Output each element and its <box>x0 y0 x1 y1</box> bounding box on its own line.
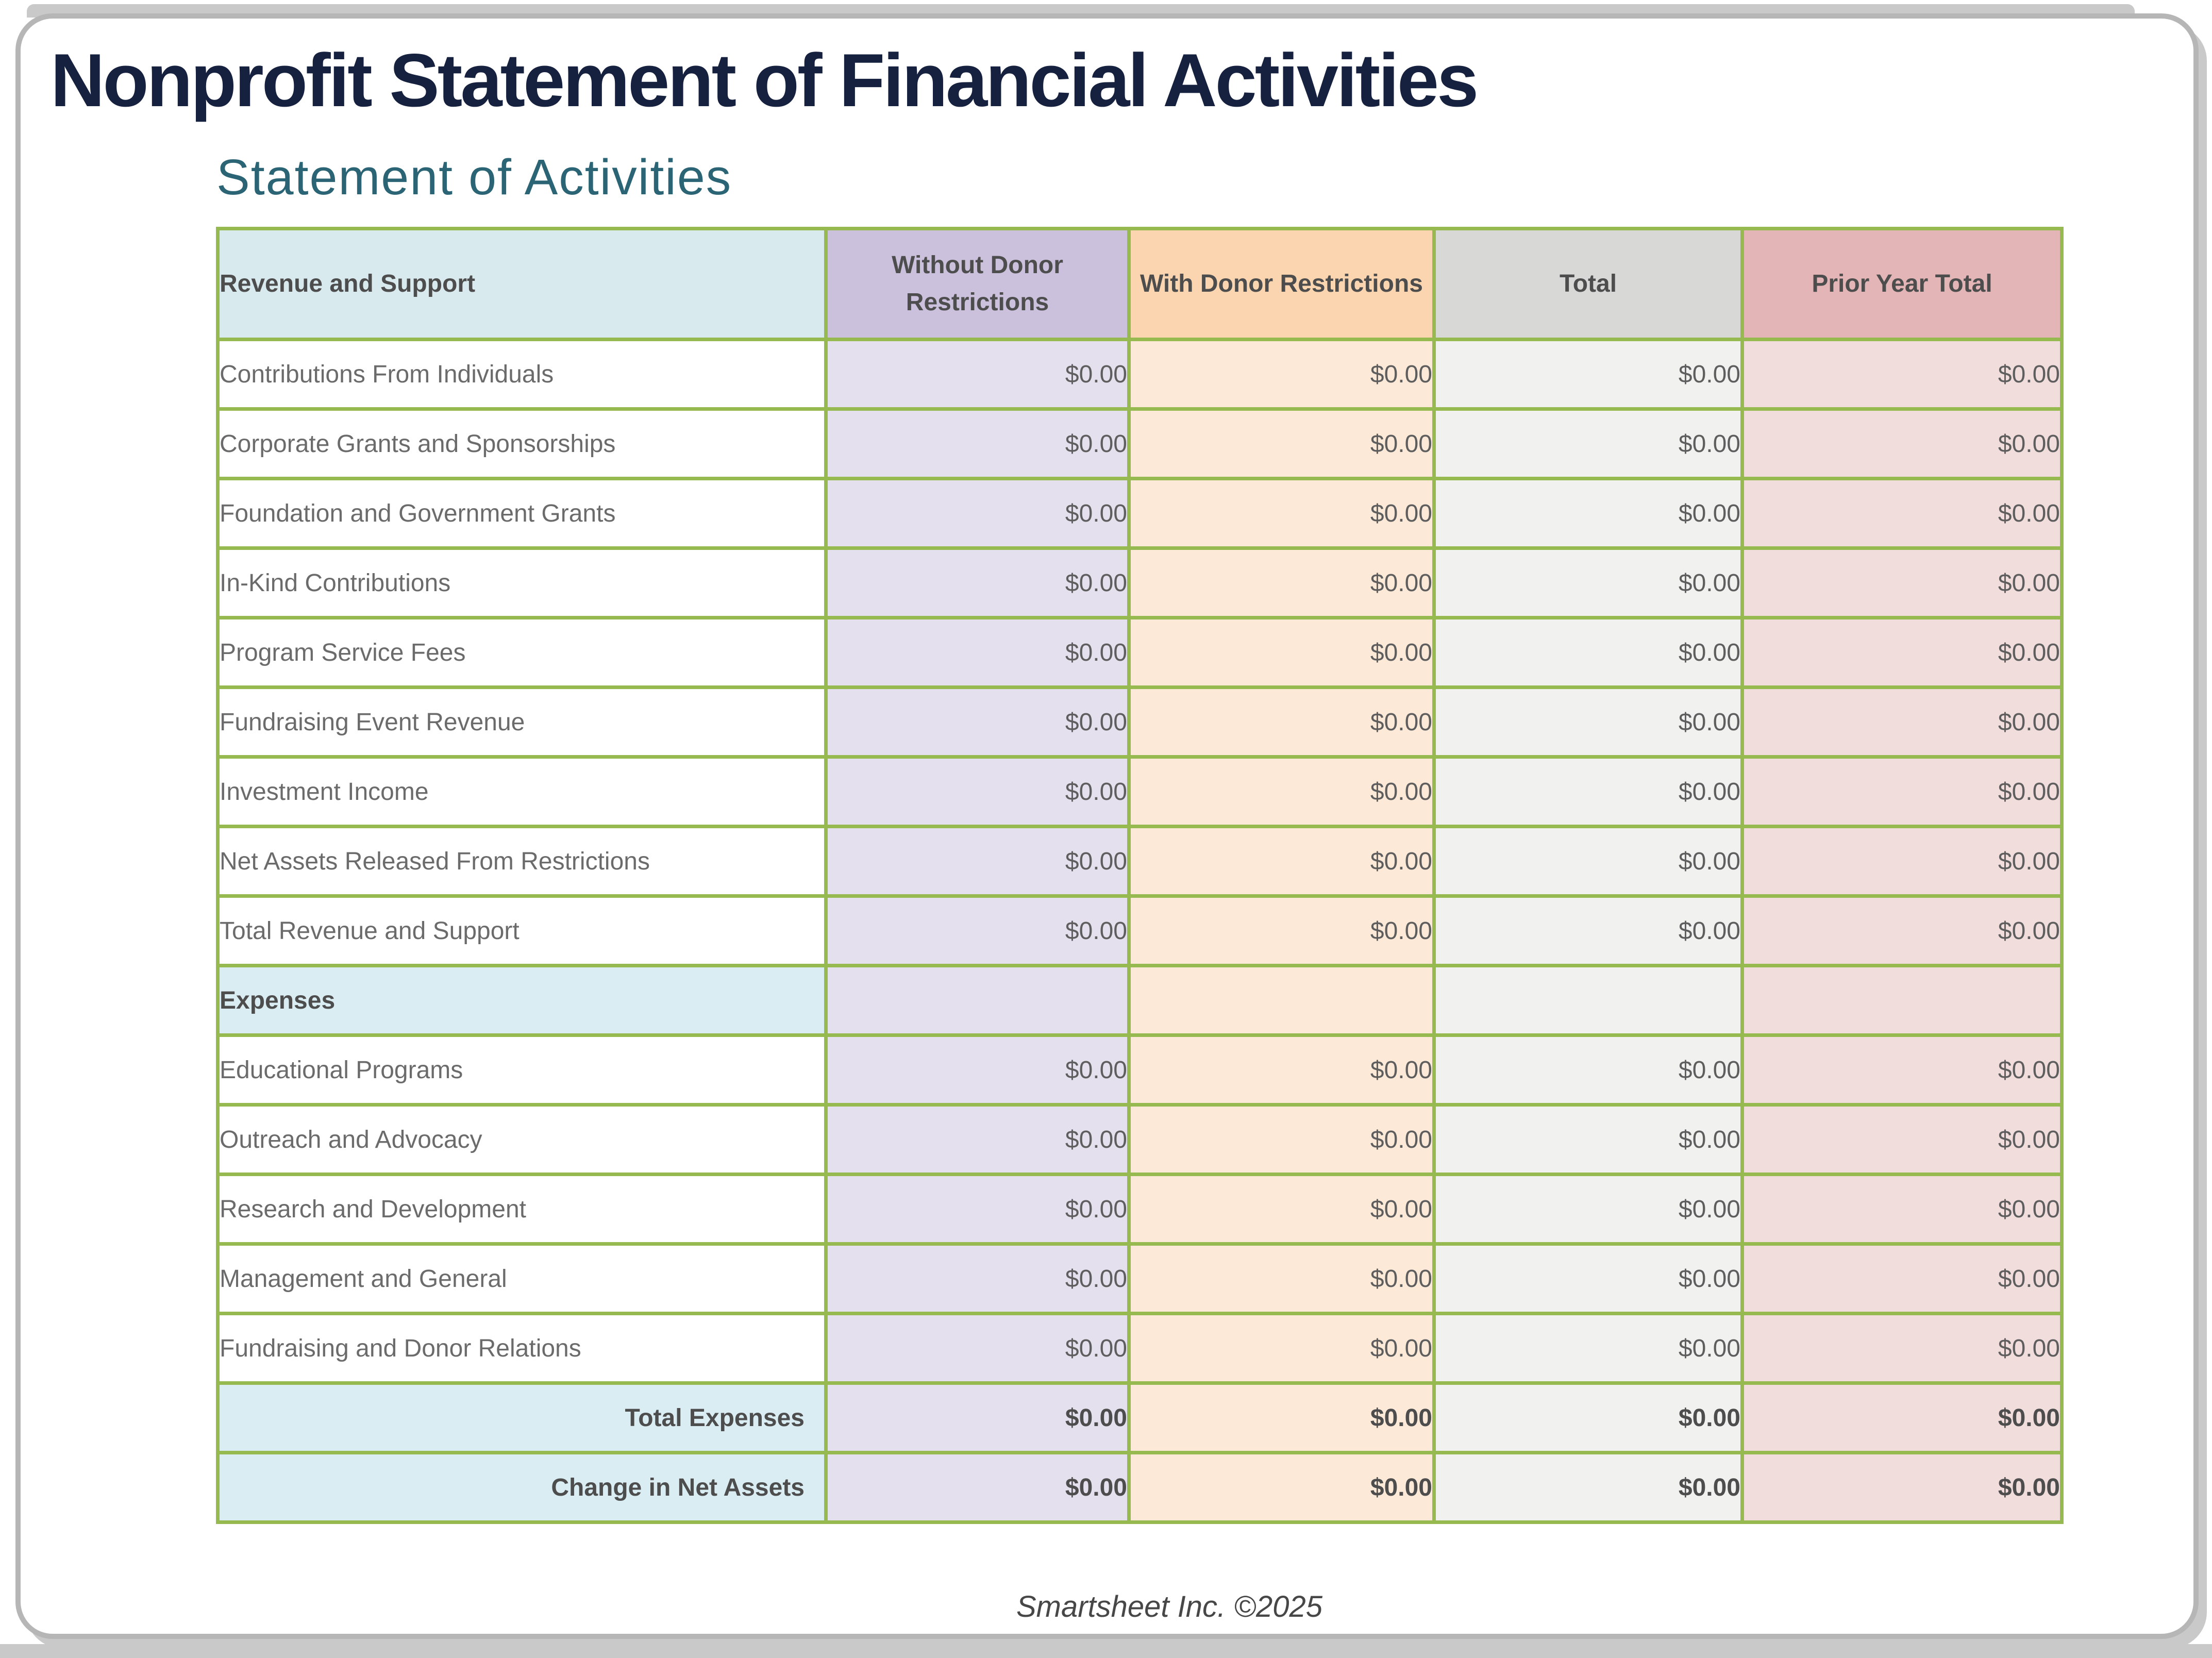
value-cell: $0.00 <box>826 1105 1129 1175</box>
value-cell: $0.00 <box>1434 757 1742 827</box>
value-cell: $0.00 <box>1742 340 2062 409</box>
value-cell: $0.00 <box>826 1453 1129 1522</box>
value-cell: $0.00 <box>826 409 1129 479</box>
row-label: Net Assets Released From Restrictions <box>218 827 826 896</box>
value-cell: $0.00 <box>1742 757 2062 827</box>
value-cell: $0.00 <box>1742 1244 2062 1314</box>
value-cell: $0.00 <box>1742 688 2062 757</box>
table-row <box>218 479 2062 548</box>
value-cell: $0.00 <box>1434 1244 1742 1314</box>
value-cell: $0.00 <box>1129 340 1434 409</box>
table-row <box>218 340 2062 409</box>
value-cell: $0.00 <box>826 479 1129 548</box>
value-cell: $0.00 <box>1434 688 1742 757</box>
section-header-row <box>218 966 2062 1035</box>
total-row <box>218 1383 2062 1453</box>
section-subtitle: Statement of Activities <box>216 149 732 205</box>
value-cell: $0.00 <box>1434 1314 1742 1383</box>
page-bottom-edge <box>0 1644 2212 1658</box>
value-cell: $0.00 <box>1742 1453 2062 1522</box>
value-cell: $0.00 <box>826 688 1129 757</box>
value-cell: $0.00 <box>1434 1383 1742 1453</box>
row-label: Expenses <box>218 966 826 1035</box>
value-cell: $0.00 <box>1129 1453 1434 1522</box>
row-label: Outreach and Advocacy <box>218 1105 826 1175</box>
value-cell: $0.00 <box>826 618 1129 688</box>
value-cell: $0.00 <box>826 340 1129 409</box>
value-cell: $0.00 <box>1742 1175 2062 1244</box>
value-cell: $0.00 <box>1129 896 1434 966</box>
row-label: Fundraising and Donor Relations <box>218 1314 826 1383</box>
value-cell: $0.00 <box>826 1383 1129 1453</box>
value-cell <box>826 966 1129 1035</box>
value-cell: $0.00 <box>826 1314 1129 1383</box>
value-cell: $0.00 <box>1434 548 1742 618</box>
value-cell: $0.00 <box>826 1244 1129 1314</box>
total-row <box>218 1453 2062 1522</box>
row-label: Total Expenses <box>218 1383 826 1453</box>
value-cell: $0.00 <box>826 548 1129 618</box>
statement-table <box>216 227 2064 1524</box>
table-row <box>218 1244 2062 1314</box>
table-row <box>218 1105 2062 1175</box>
column-header-without-donor-restrictions: Without Donor Restrictions <box>826 229 1129 340</box>
statement-table-container <box>216 227 2060 1524</box>
header-row <box>218 229 2062 340</box>
row-label: Fundraising Event Revenue <box>218 688 826 757</box>
value-cell: $0.00 <box>1434 409 1742 479</box>
value-cell: $0.00 <box>1434 1453 1742 1522</box>
row-label: Total Revenue and Support <box>218 896 826 966</box>
table-row <box>218 688 2062 757</box>
value-cell: $0.00 <box>1742 1314 2062 1383</box>
value-cell: $0.00 <box>1129 1244 1434 1314</box>
value-cell: $0.00 <box>1434 618 1742 688</box>
row-label: Investment Income <box>218 757 826 827</box>
table-row <box>218 409 2062 479</box>
value-cell: $0.00 <box>1129 1175 1434 1244</box>
value-cell: $0.00 <box>1742 548 2062 618</box>
value-cell: $0.00 <box>1129 1035 1434 1105</box>
table-row <box>218 548 2062 618</box>
value-cell: $0.00 <box>1434 1035 1742 1105</box>
value-cell: $0.00 <box>1742 618 2062 688</box>
column-header-with-donor-restrictions: With Donor Restrictions <box>1129 229 1434 340</box>
value-cell: $0.00 <box>1742 479 2062 548</box>
value-cell: $0.00 <box>1129 688 1434 757</box>
value-cell: $0.00 <box>1129 548 1434 618</box>
value-cell: $0.00 <box>1434 479 1742 548</box>
footer-credit: Smartsheet Inc. ©2025 <box>1016 1590 1323 1623</box>
table-row <box>218 827 2062 896</box>
value-cell: $0.00 <box>1742 1383 2062 1453</box>
table-header <box>218 229 2062 340</box>
value-cell: $0.00 <box>1129 409 1434 479</box>
column-header-prior-year-total: Prior Year Total <box>1742 229 2062 340</box>
value-cell: $0.00 <box>826 757 1129 827</box>
value-cell: $0.00 <box>1129 1314 1434 1383</box>
value-cell: $0.00 <box>826 1175 1129 1244</box>
value-cell: $0.00 <box>1129 1105 1434 1175</box>
value-cell: $0.00 <box>1129 479 1434 548</box>
value-cell: $0.00 <box>1129 827 1434 896</box>
table-row <box>218 1035 2062 1105</box>
page-title: Nonprofit Statement of Financial Activities <box>51 38 1477 122</box>
row-label: Educational Programs <box>218 1035 826 1105</box>
table-row <box>218 896 2062 966</box>
row-label: In-Kind Contributions <box>218 548 826 618</box>
value-cell: $0.00 <box>1742 827 2062 896</box>
value-cell: $0.00 <box>1742 1105 2062 1175</box>
value-cell <box>1742 966 2062 1035</box>
value-cell: $0.00 <box>1742 1035 2062 1105</box>
table-row <box>218 618 2062 688</box>
value-cell <box>1129 966 1434 1035</box>
column-header-total: Total <box>1434 229 1742 340</box>
value-cell <box>1434 966 1742 1035</box>
value-cell: $0.00 <box>1742 409 2062 479</box>
value-cell: $0.00 <box>826 1035 1129 1105</box>
row-label: Management and General <box>218 1244 826 1314</box>
value-cell: $0.00 <box>1434 340 1742 409</box>
table-row <box>218 1314 2062 1383</box>
value-cell: $0.00 <box>1434 896 1742 966</box>
row-label: Program Service Fees <box>218 618 826 688</box>
row-label: Research and Development <box>218 1175 826 1244</box>
value-cell: $0.00 <box>1129 1383 1434 1453</box>
row-label: Change in Net Assets <box>218 1453 826 1522</box>
value-cell: $0.00 <box>826 827 1129 896</box>
value-cell: $0.00 <box>826 896 1129 966</box>
row-label: Corporate Grants and Sponsorships <box>218 409 826 479</box>
table-body <box>218 340 2062 1522</box>
value-cell: $0.00 <box>1129 618 1434 688</box>
row-label: Foundation and Government Grants <box>218 479 826 548</box>
table-row <box>218 757 2062 827</box>
value-cell: $0.00 <box>1129 757 1434 827</box>
row-label: Contributions From Individuals <box>218 340 826 409</box>
value-cell: $0.00 <box>1434 1175 1742 1244</box>
table-row <box>218 1175 2062 1244</box>
value-cell: $0.00 <box>1434 827 1742 896</box>
column-header-revenue-and-support: Revenue and Support <box>218 229 826 340</box>
page-card <box>15 13 2199 1639</box>
value-cell: $0.00 <box>1742 896 2062 966</box>
value-cell: $0.00 <box>1434 1105 1742 1175</box>
